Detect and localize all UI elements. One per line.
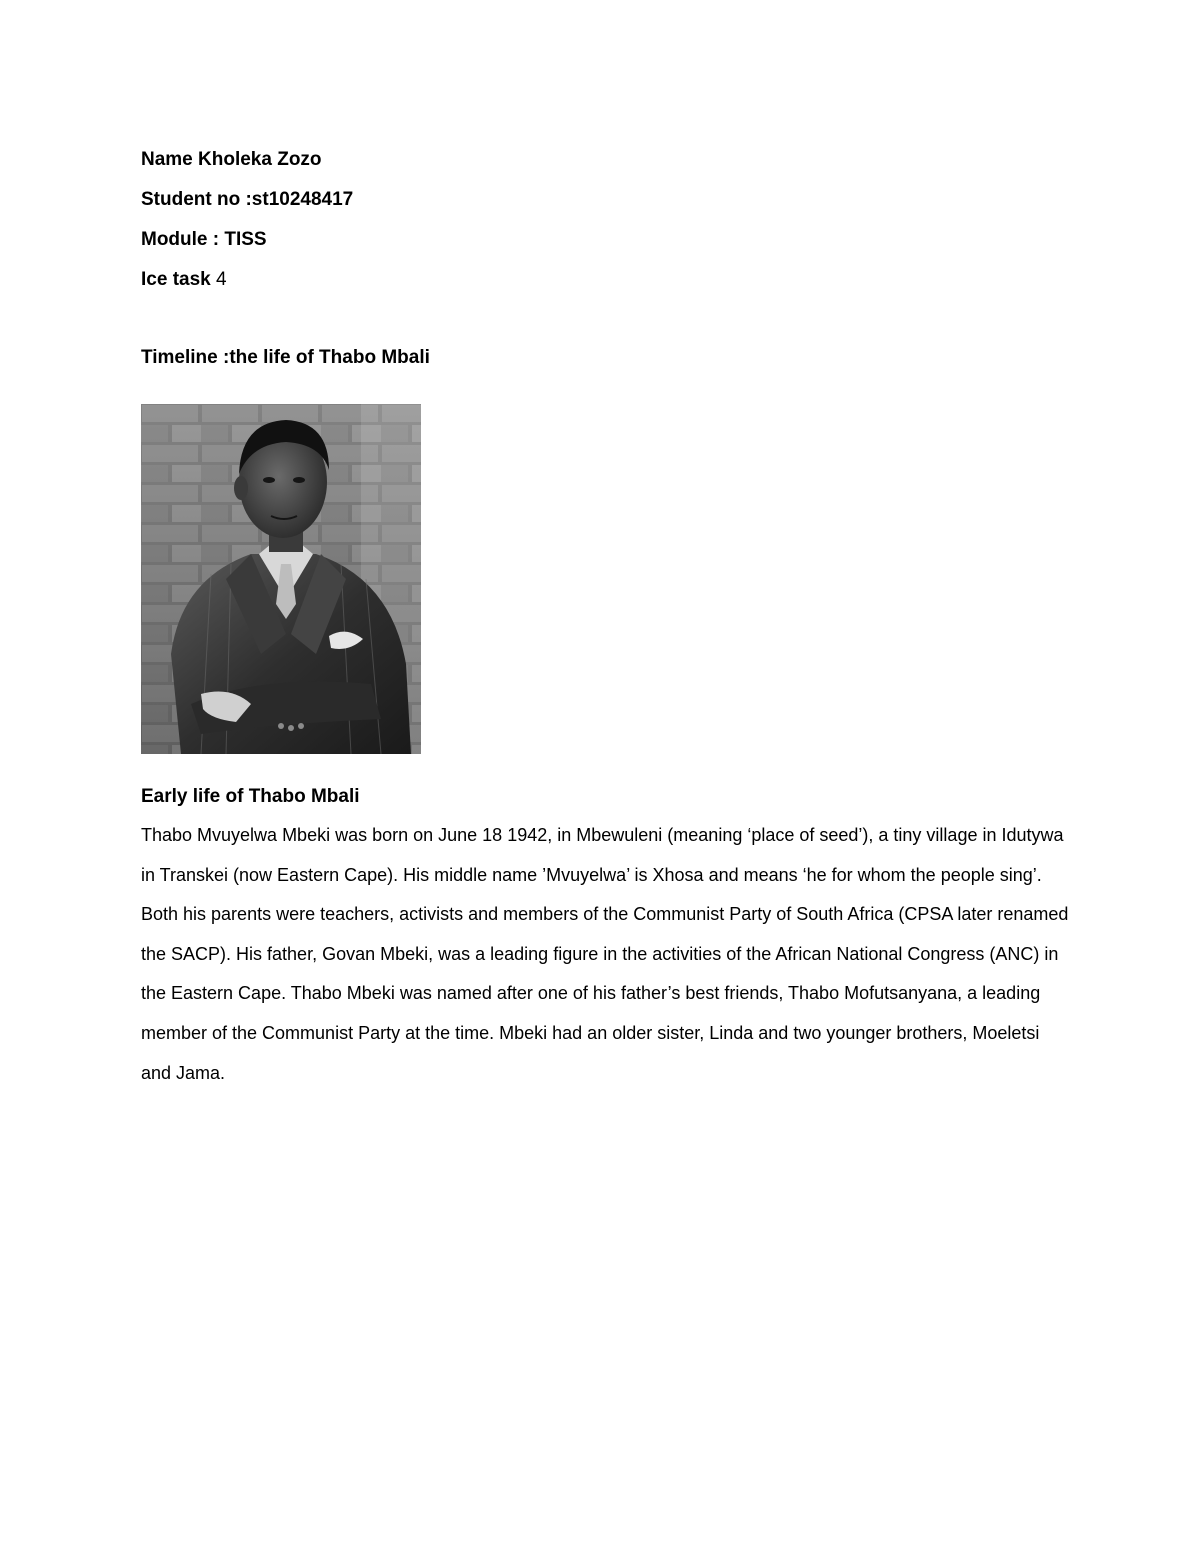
module-text: Module : TISS (141, 229, 267, 250)
student-name-text: Name Kholeka Zozo (141, 149, 322, 170)
early-life-paragraph: Thabo Mvuyelwa Mbeki was born on June 18 1942, in Mbewuleni (meaning ‘place of seed’), a tiny village in Idutywa in Transkei (now Eastern Cape). His middle name ’Mvuyelwa’ is Xhosa and means ‘he for whom the people sing’. Both his parents were teachers, activists and members of the Communist Party of South Africa (CPSA later renamed the SACP). His father, Govan Mbeki, was a leading figure in the activities of the African National Congress (ANC) in the Eastern Cape. Thabo Mbeki was named after one of his father’s best friends, Thabo Mofutsanyana, a leading member of the Communist Party at the time. Mbeki had an older sister, Linda and two younger brothers, Moeletsi and Jama. (141, 825, 1069, 1083)
timeline-title: Timeline :the life of Thabo Mbali (141, 347, 430, 368)
student-number-text: Student no :st10248417 (141, 189, 354, 210)
ice-task-value: 4 (216, 269, 227, 290)
ice-task (141, 260, 1071, 300)
student-name (141, 140, 1071, 180)
ice-task-label: Ice task (141, 269, 216, 290)
portrait-photo (141, 404, 421, 754)
early-life-heading: Early life of Thabo Mbali (141, 786, 360, 807)
document-content (141, 140, 1071, 1093)
student-number (141, 180, 1071, 220)
module (141, 220, 1071, 260)
